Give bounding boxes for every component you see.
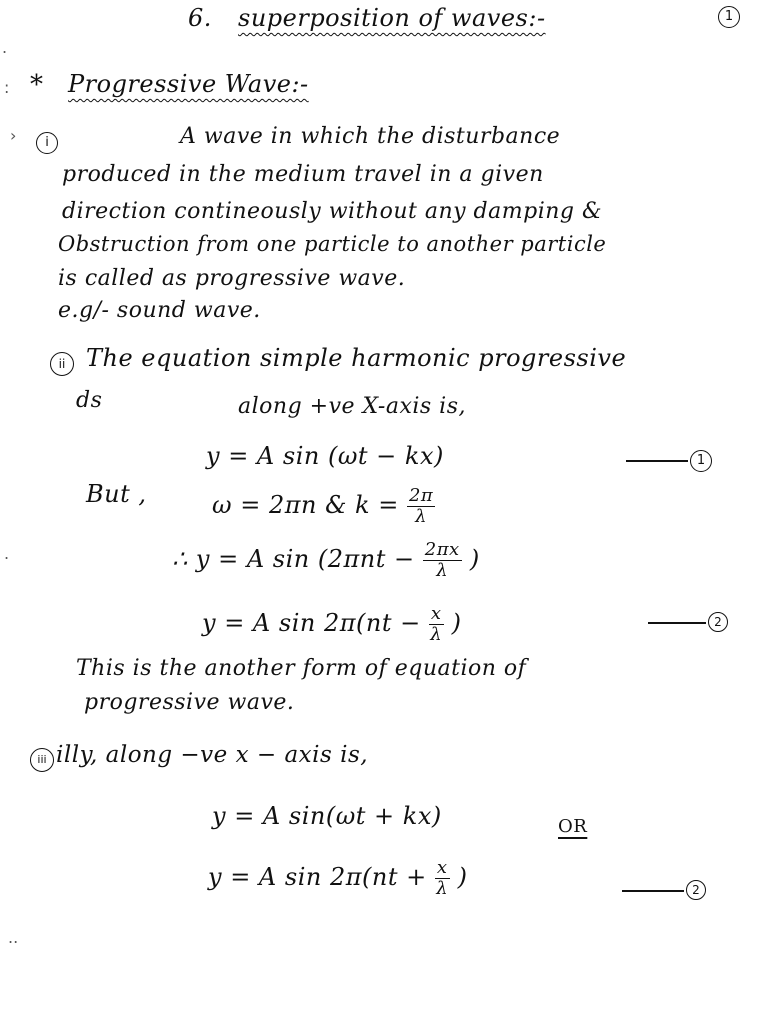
- therefore-prefix: ∴ y = A sin (2πnt −: [172, 544, 415, 573]
- chapter-number: 6.: [188, 4, 212, 32]
- definition-line-1: A wave in which the disturbance: [180, 124, 561, 149]
- definition-line-3: direction contineously without any damping &: [62, 199, 603, 224]
- definition-line-5: is called as progressive wave.: [58, 266, 406, 291]
- equation-2-denominator: λ: [430, 623, 443, 645]
- negative-axis-line: illy, along −ve x − axis is,: [56, 742, 369, 768]
- definition-line-2: produced in the medium travel in a given: [62, 162, 544, 187]
- equation-1: y = A sin (ωt − kx): [206, 442, 444, 470]
- therefore-numerator: 2πx: [424, 539, 460, 560]
- omega-and-k: ω = 2πn & k =: [212, 490, 399, 519]
- equation-2-prefix: y = A sin 2π(nt −: [202, 608, 421, 637]
- equation-2-suffix: ): [451, 608, 462, 637]
- equation-2-numerator: x: [430, 603, 442, 624]
- definition-line-4: Obstruction from one particle to another particle: [58, 232, 607, 256]
- equation-4-leader: [622, 890, 684, 892]
- equation-intro-ds: ds: [76, 388, 103, 413]
- equation-4-suffix: ): [457, 862, 468, 891]
- item-marker-iii: iii: [30, 748, 54, 772]
- item-marker-ii: ii: [50, 352, 74, 376]
- margin-mark: .: [4, 544, 10, 563]
- equation-2-leader: [648, 622, 706, 624]
- k-denominator: λ: [415, 505, 428, 527]
- equation-4-tag: 2: [686, 880, 706, 900]
- page-number: 1: [718, 6, 740, 28]
- margin-mark: .: [2, 38, 8, 57]
- item-marker-i: i: [36, 132, 58, 154]
- chapter-title: superposition of waves:-: [238, 4, 546, 32]
- but-relation: [212, 486, 435, 527]
- equation-2: [202, 604, 462, 645]
- or-label: OR: [558, 816, 588, 837]
- equation-4-fraction: [435, 858, 450, 899]
- margin-mark: ..: [8, 928, 19, 947]
- equation-4-denominator: λ: [436, 877, 449, 899]
- but-label: But ,: [86, 480, 147, 508]
- remark-line-1: This is the another form of equation of: [76, 656, 527, 681]
- therefore-fraction: [423, 540, 462, 581]
- equation-3: y = A sin(ωt + kx): [212, 802, 442, 830]
- remark-line-2: progressive wave.: [84, 690, 295, 715]
- equation-2-fraction: [429, 604, 444, 645]
- equation-4-numerator: x: [436, 857, 448, 878]
- k-numerator: 2π: [408, 485, 434, 506]
- equation-1-leader: [626, 460, 688, 462]
- therefore-suffix: ): [469, 544, 480, 573]
- section-title: Progressive Wave:-: [68, 70, 309, 98]
- therefore-equation: [172, 540, 480, 581]
- equation-4-prefix: y = A sin 2π(nt +: [208, 862, 427, 891]
- equation-intro-line-1: The equation simple harmonic progressive: [86, 344, 627, 372]
- therefore-denominator: λ: [436, 559, 449, 581]
- equation-4: [208, 858, 468, 899]
- equation-1-tag: 1: [690, 450, 712, 472]
- k-fraction: [407, 486, 435, 527]
- margin-mark: ›: [10, 126, 17, 145]
- section-bullet: *: [30, 70, 44, 100]
- equation-2-tag: 2: [708, 612, 728, 632]
- margin-mark: :: [4, 78, 10, 97]
- equation-intro-line-2: along +ve X-axis is,: [238, 394, 466, 419]
- definition-example: e.g/- sound wave.: [58, 298, 261, 323]
